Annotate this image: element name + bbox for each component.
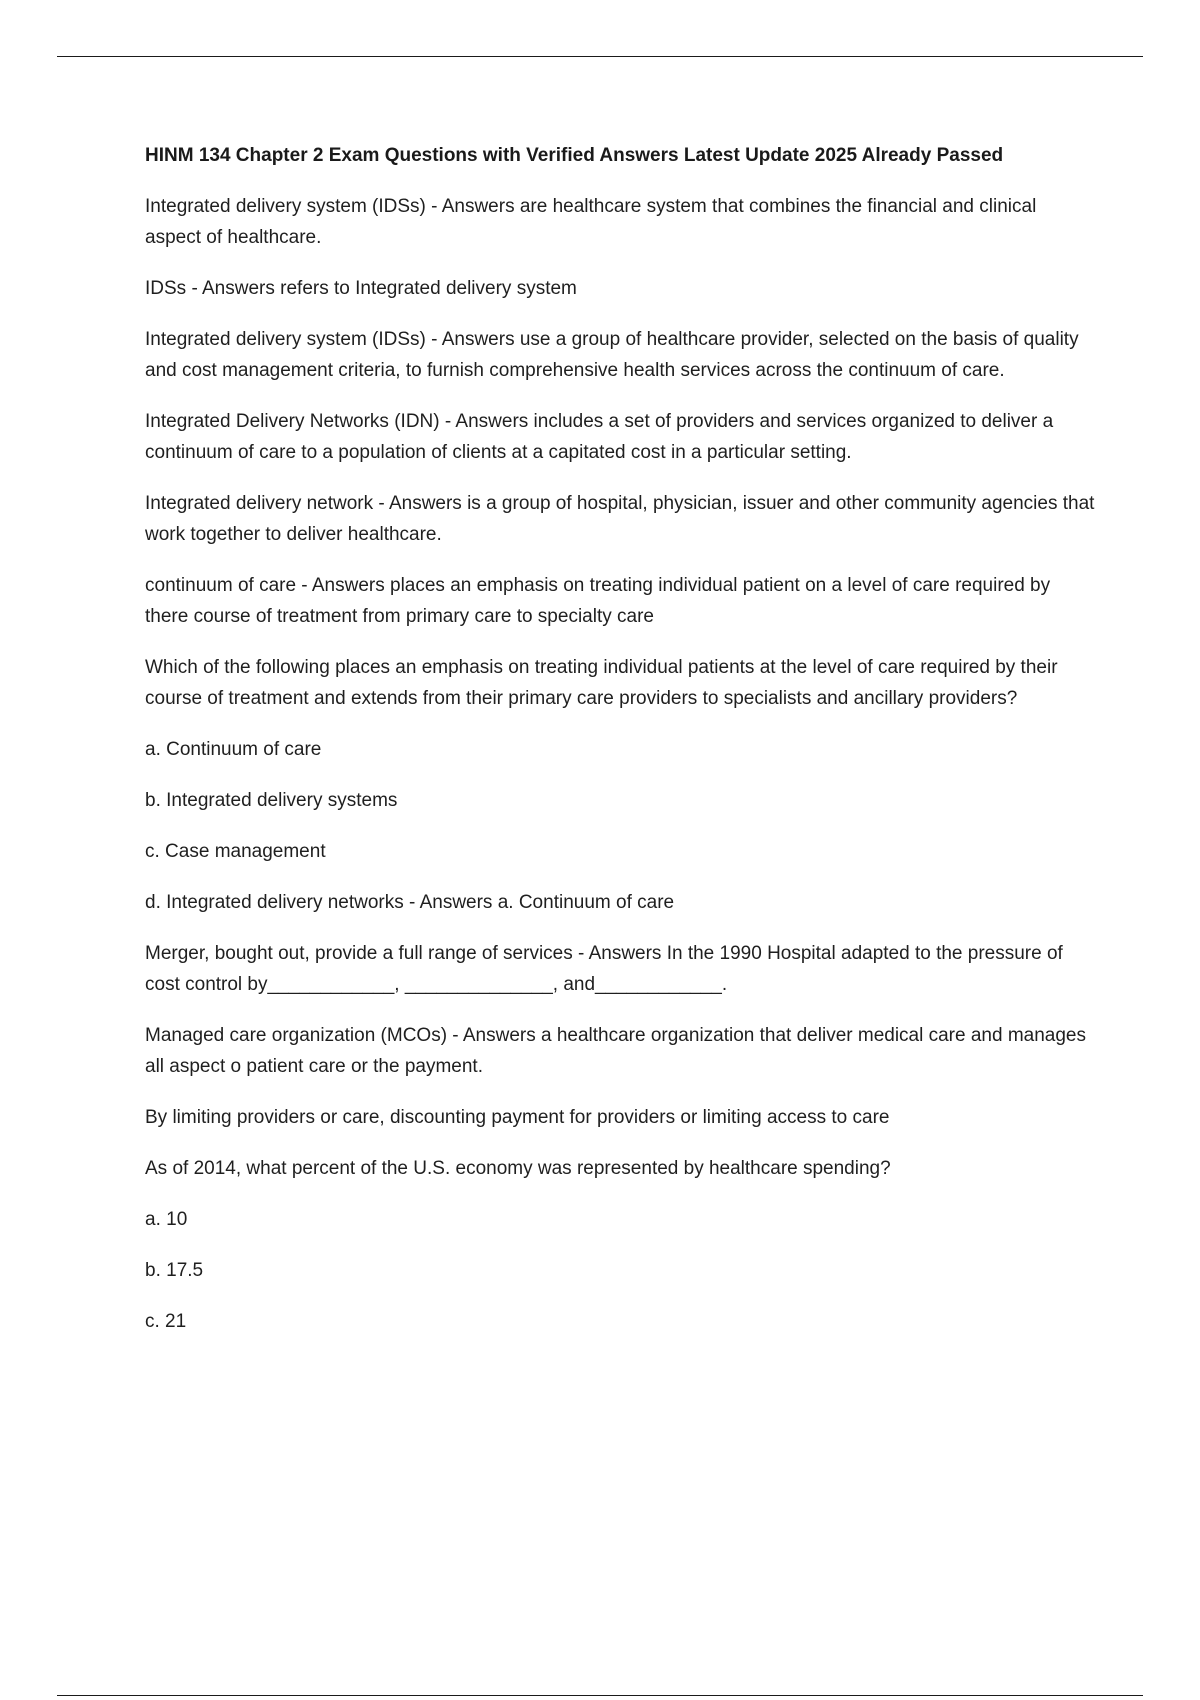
option-item: b. Integrated delivery systems xyxy=(145,790,398,811)
option-item: a. Continuum of care xyxy=(145,739,322,760)
footer-rule xyxy=(57,1695,1143,1696)
answer-paragraph: Integrated delivery system (IDSs) - Answers use a group of healthcare provider, selected on the basis of quality and cost management criteria, to furnish comprehensive health services across the continuum of care. xyxy=(145,329,1079,381)
answer-paragraph: By limiting providers or care, discounting payment for providers or limiting access to care xyxy=(145,1107,890,1128)
document-body xyxy=(145,140,1095,1357)
answer-paragraph: Managed care organization (MCOs) - Answers a healthcare organization that deliver medical care and manages all aspect o patient care or the payment. xyxy=(145,1025,1086,1077)
answer-paragraph: Integrated delivery network - Answers is a group of hospital, physician, issuer and other community agencies that work together to deliver healthcare. xyxy=(145,493,1095,545)
header-rule xyxy=(57,56,1143,57)
answer-paragraph: IDSs - Answers refers to Integrated delivery system xyxy=(145,278,577,299)
answer-paragraph: Integrated Delivery Networks (IDN) - Answers includes a set of providers and services organized to deliver a continuum of care to a population of clients at a capitated cost in a particular setting. xyxy=(145,411,1054,463)
question-paragraph: Which of the following places an emphasis on treating individual patients at the level of care required by their course of treatment and extends from their primary care providers to specialists and ancillary providers? xyxy=(145,657,1058,709)
option-item: c. Case management xyxy=(145,841,326,862)
option-item: b. 17.5 xyxy=(145,1260,204,1281)
answer-paragraph: Integrated delivery system (IDSs) - Answers are healthcare system that combines the financial and clinical aspect of healthcare. xyxy=(145,196,1037,248)
option-item: a. 10 xyxy=(145,1209,188,1230)
option-item: c. 21 xyxy=(145,1311,187,1332)
document-title: HINM 134 Chapter 2 Exam Questions with Verified Answers Latest Update 2025 Already Passed xyxy=(145,145,1004,166)
answer-paragraph: continuum of care - Answers places an emphasis on treating individual patient on a level of care required by there course of treatment from primary care to specialty care xyxy=(145,575,1051,627)
option-item: d. Integrated delivery networks - Answers a. Continuum of care xyxy=(145,892,675,913)
answer-paragraph: Merger, bought out, provide a full range of services - Answers In the 1990 Hospital adapted to the pressure of cost control by____________, ______________, and____________. xyxy=(145,943,1063,995)
question-paragraph: As of 2014, what percent of the U.S. economy was represented by healthcare spending? xyxy=(145,1158,891,1179)
